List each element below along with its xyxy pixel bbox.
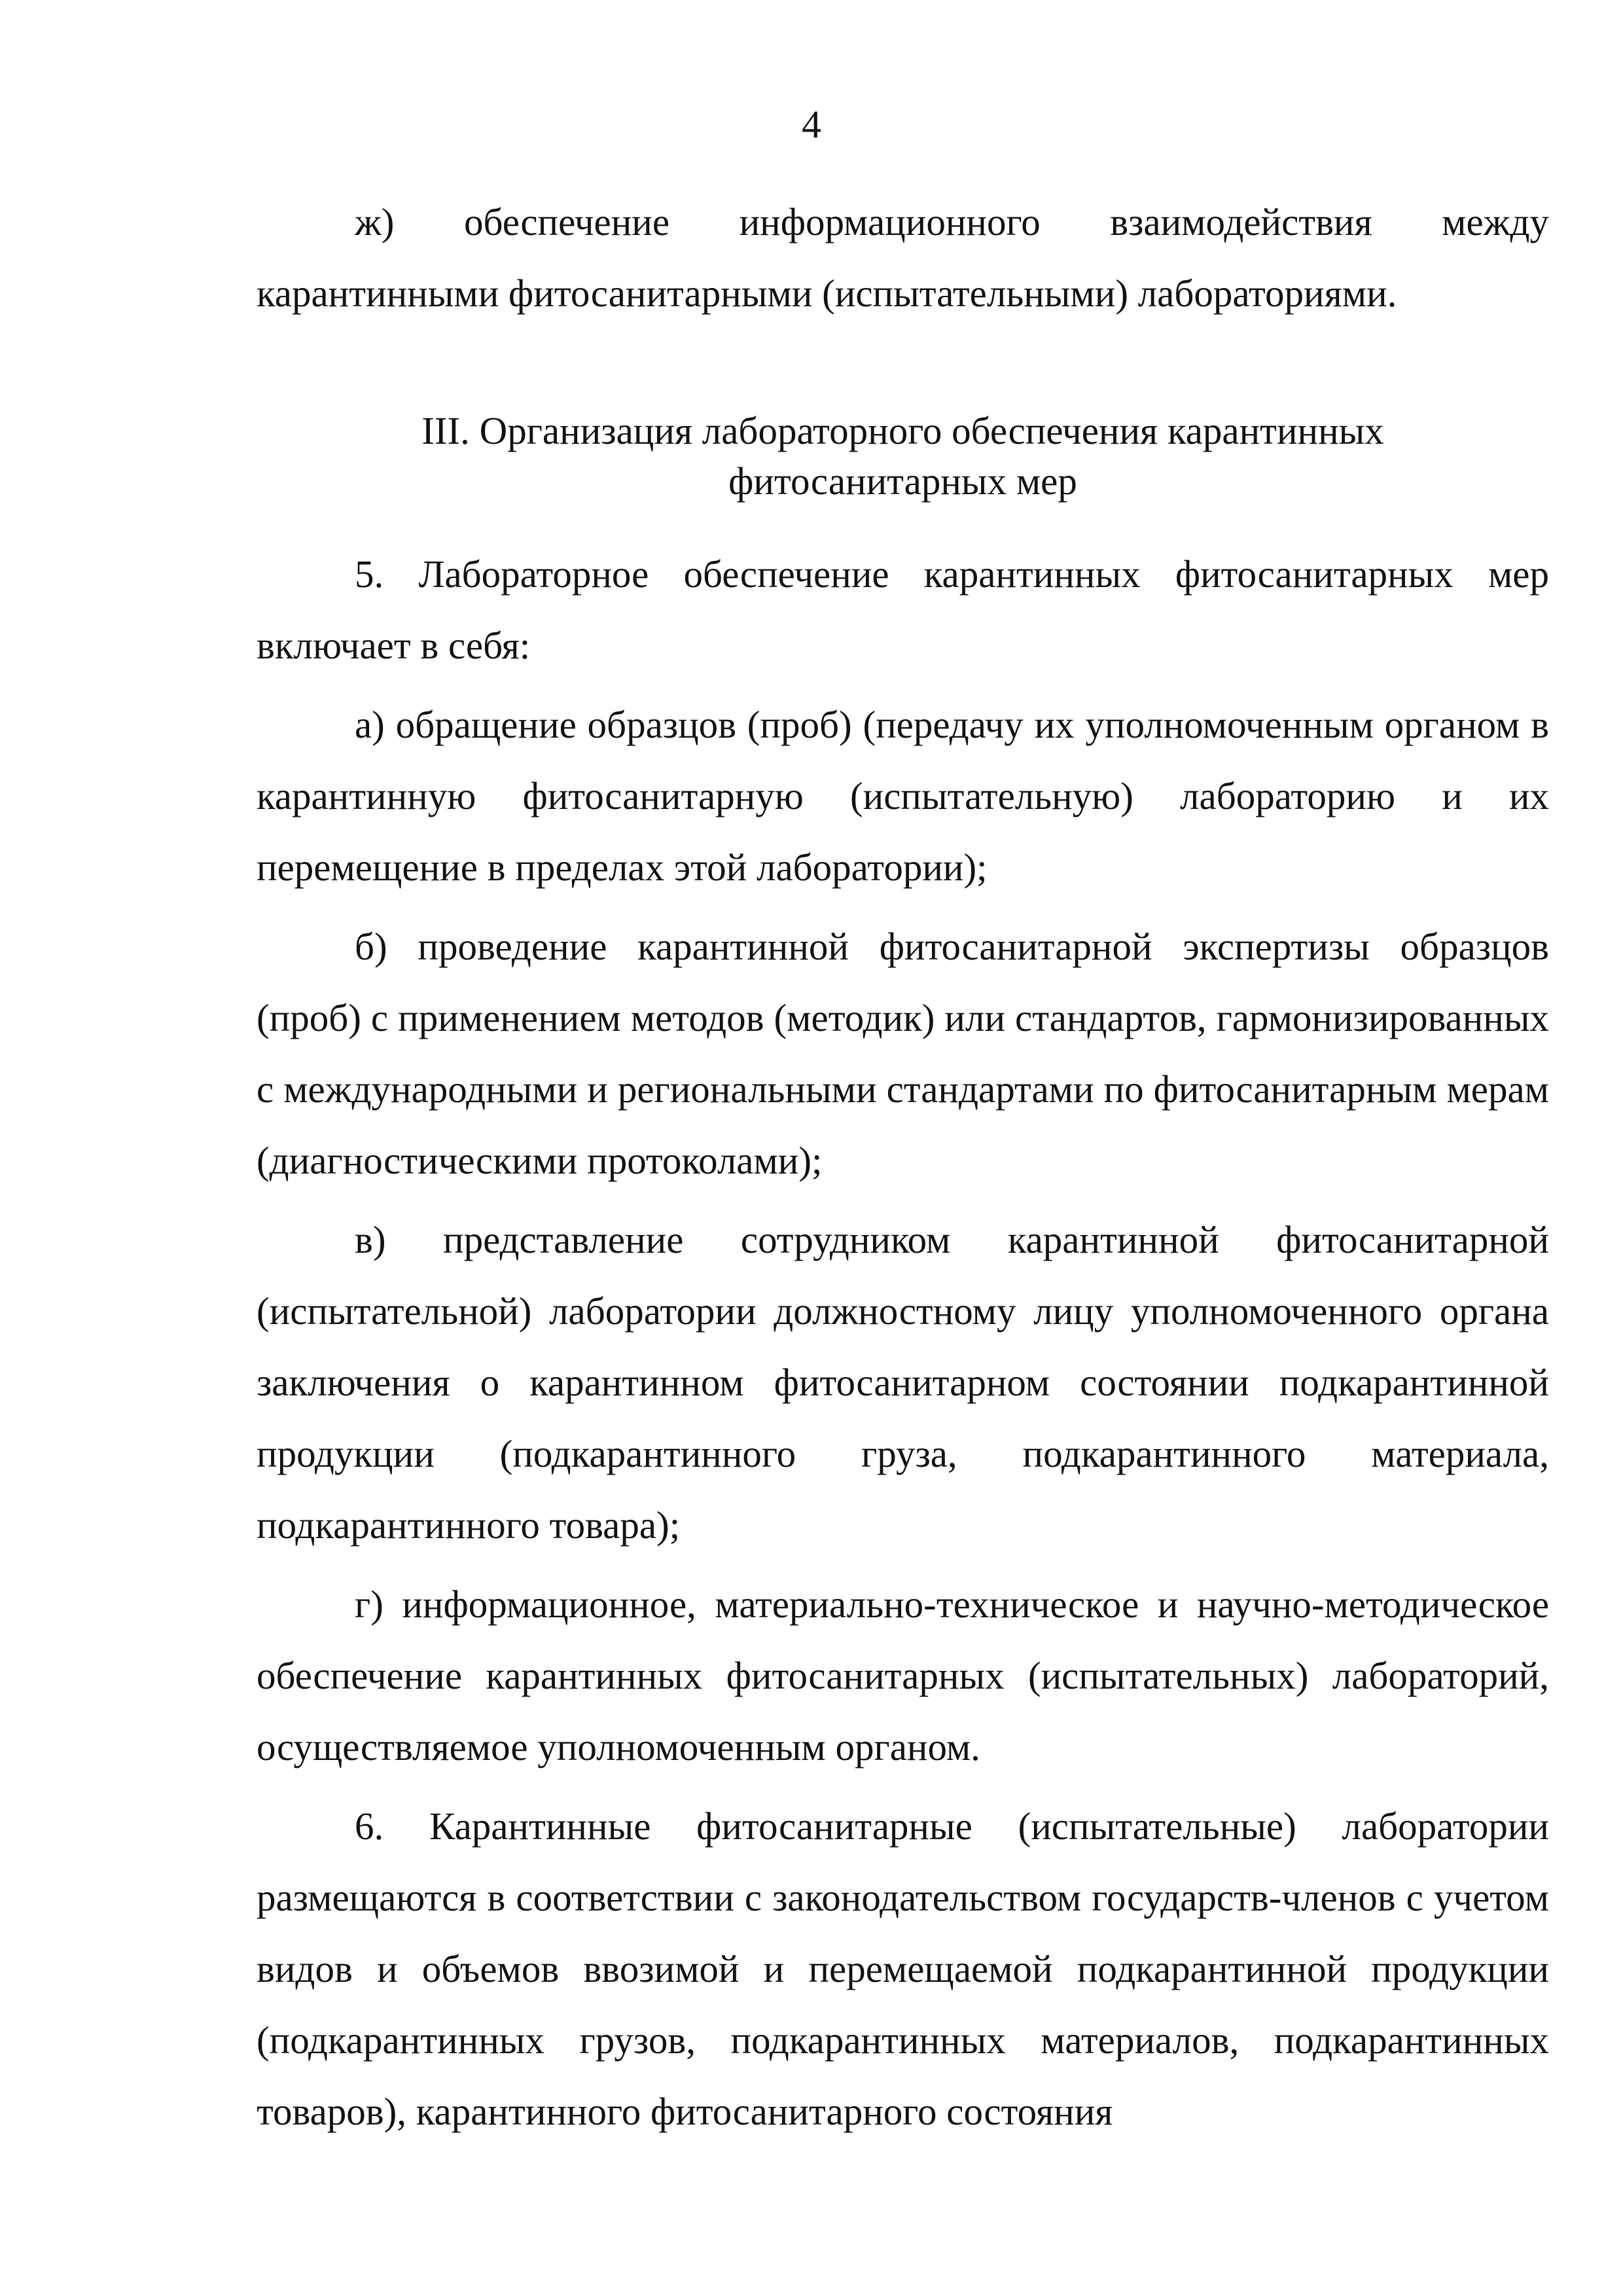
section-heading-line-1: III. Организация лабораторного обеспечения карантинных [421, 409, 1384, 452]
item-zh-paragraph: ж) обеспечение информационного взаимодействия между карантинными фитосанитарными (испытательными) лабораториями. [257, 200, 1549, 315]
paragraph-6: 6. Карантинные фитосанитарные (испытательные) лаборатории размещаются в соответствии с законодательством государств-членов с учетом видов и объемов ввозимой и перемещаемой подкарантинной продукции (подкарантинных грузов, подкарантинных материалов, подкарантинных товаров), карантинного фитосанитарного состояния [257, 1804, 1549, 2133]
document-body [257, 187, 1549, 2147]
section-heading [257, 406, 1549, 507]
item-g-paragraph: г) информационное, материально-техническое и научно-методическое обеспечение карантинных фитосанитарных (испытательных) лабораторий, осуществляемое уполномоченным органом. [257, 1583, 1549, 1768]
page-number: 4 [802, 103, 821, 146]
item-b-paragraph: б) проведение карантинной фитосанитарной экспертизы образцов (проб) с применением методов (методик) или стандартов, гармонизированных с международными и региональными стандартами по фитосанитарным мерам (диагностическими протоколами); [257, 925, 1549, 1182]
section-heading-line-2: фитосанитарных мер [728, 459, 1077, 503]
paragraph-5: 5. Лабораторное обеспечение карантинных фитосанитарных мер включает в себя: [257, 552, 1549, 667]
item-a-paragraph: а) обращение образцов (проб) (передачу их уполномоченным органом в карантинную фитосанитарную (испытательную) лабораторию и их перемещение в пределах этой лаборатории); [257, 703, 1549, 889]
item-v-paragraph: в) представление сотрудником карантинной фитосанитарной (испытательной) лаборатории должностному лицу уполномоченного органа заключения о карантинном фитосанитарном состоянии подкарантинной продукции (подкарантинного груза, подкарантинного материала, подкарантинного товара); [257, 1218, 1549, 1547]
